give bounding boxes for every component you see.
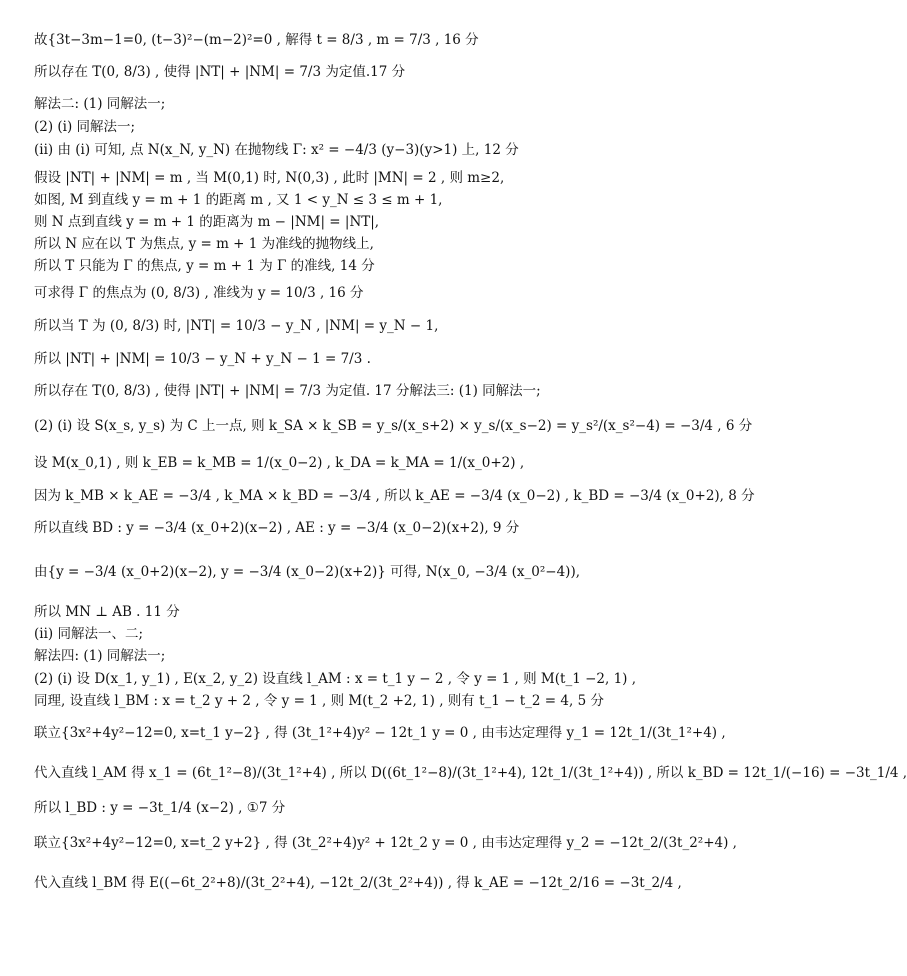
text-line: (2) (i) 设 S(x_s, y_s) 为 C 上一点, 则 k_SA × k_SB = y_s/(x_s+2) × y_s/(x_s−2) = y_s²/(x_s²−4) = −3/4 , 6 分: [34, 418, 753, 434]
text-line: 设 M(x_0,1) , 则 k_EB = k_MB = 1/(x_0−2) , k_DA = k_MA = 1/(x_0+2) ,: [34, 455, 525, 471]
text-line: 同理, 设直线 l_BM : x = t_2 y + 2 , 令 y = 1 , 则 M(t_2 +2, 1) , 则有 t_1 − t_2 = 4, 5 分: [34, 693, 604, 709]
text-line: 假设 |NT| + |NM| = m , 当 M(0,1) 时, N(0,3) , 此时 |MN| = 2 , 则 m≥2,: [34, 170, 505, 186]
text-line: 解法二: (1) 同解法一;: [34, 96, 166, 112]
text-line: 因为 k_MB × k_AE = −3/4 , k_MA × k_BD = −3/4 , 所以 k_AE = −3/4 (x_0−2) , k_BD = −3/4 (x_0+2), 8 分: [34, 488, 755, 504]
text-line: (ii) 同解法一、二;: [34, 626, 144, 642]
text-line: 由{y = −3/4 (x_0+2)(x−2), y = −3/4 (x_0−2)(x+2)} 可得, N(x_0, −3/4 (x_0²−4)),: [34, 564, 581, 580]
text-line: 则 N 点到直线 y = m + 1 的距离为 m − |NM| = |NT|,: [34, 214, 380, 230]
text-line: 所以当 T 为 (0, 8/3) 时, |NT| = 10/3 − y_N , |NM| = y_N − 1,: [34, 318, 439, 334]
text-line: 所以 |NT| + |NM| = 10/3 − y_N + y_N − 1 = 7/3 .: [34, 351, 371, 367]
text-line: 所以 MN ⊥ AB . 11 分: [34, 604, 180, 620]
text-line: 故{3t−3m−1=0, (t−3)²−(m−2)²=0 , 解得 t = 8/3 , m = 7/3 , 16 分: [34, 32, 479, 48]
text-line: 解法四: (1) 同解法一;: [34, 648, 166, 664]
text-line: 可求得 Γ 的焦点为 (0, 8/3) , 准线为 y = 10/3 , 16 分: [34, 285, 364, 301]
text-line: 所以 T 只能为 Γ 的焦点, y = m + 1 为 Γ 的准线, 14 分: [34, 258, 375, 274]
text-line: (2) (i) 同解法一;: [34, 119, 136, 135]
text-line: 代入直线 l_BM 得 E((−6t_2²+8)/(3t_2²+4), −12t_2/(3t_2²+4)) , 得 k_AE = −12t_2/16 = −3t_2/4 ,: [34, 875, 682, 891]
text-line: 所以 N 应在以 T 为焦点, y = m + 1 为准线的抛物线上,: [34, 236, 374, 252]
text-line: 联立{3x²+4y²−12=0, x=t_1 y−2} , 得 (3t_1²+4)y² − 12t_1 y = 0 , 由韦达定理得 y_1 = 12t_1/(3t_1²+4) ,: [34, 725, 726, 741]
text-line: (2) (i) 设 D(x_1, y_1) , E(x_2, y_2) 设直线 l_AM : x = t_1 y − 2 , 令 y = 1 , 则 M(t_1 −2, 1) ,: [34, 671, 637, 687]
text-line: 联立{3x²+4y²−12=0, x=t_2 y+2} , 得 (3t_2²+4)y² + 12t_2 y = 0 , 由韦达定理得 y_2 = −12t_2/(3t_2²+4) ,: [34, 835, 737, 851]
text-line: 所以直线 BD : y = −3/4 (x_0+2)(x−2) , AE : y = −3/4 (x_0−2)(x+2), 9 分: [34, 520, 520, 536]
text-line: (ii) 由 (i) 可知, 点 N(x_N, y_N) 在抛物线 Γ: x² = −4/3 (y−3)(y>1) 上, 12 分: [34, 142, 519, 158]
text-line: 代入直线 l_AM 得 x_1 = (6t_1²−8)/(3t_1²+4) , 所以 D((6t_1²−8)/(3t_1²+4), 12t_1/(3t_1²+4)) , 所以 k_BD = 12t_1/(−16) = −3t_1/4 ,: [34, 765, 907, 781]
text-line: 所以存在 T(0, 8/3) , 使得 |NT| + |NM| = 7/3 为定值.17 分: [34, 64, 406, 80]
text-line: 所以 l_BD : y = −3t_1/4 (x−2) , ①7 分: [34, 800, 286, 816]
text-line: 如图, M 到直线 y = m + 1 的距离 m , 又 1 < y_N ≤ 3 ≤ m + 1,: [34, 192, 443, 208]
text-line: 所以存在 T(0, 8/3) , 使得 |NT| + |NM| = 7/3 为定值. 17 分解法三: (1) 同解法一;: [34, 383, 541, 399]
